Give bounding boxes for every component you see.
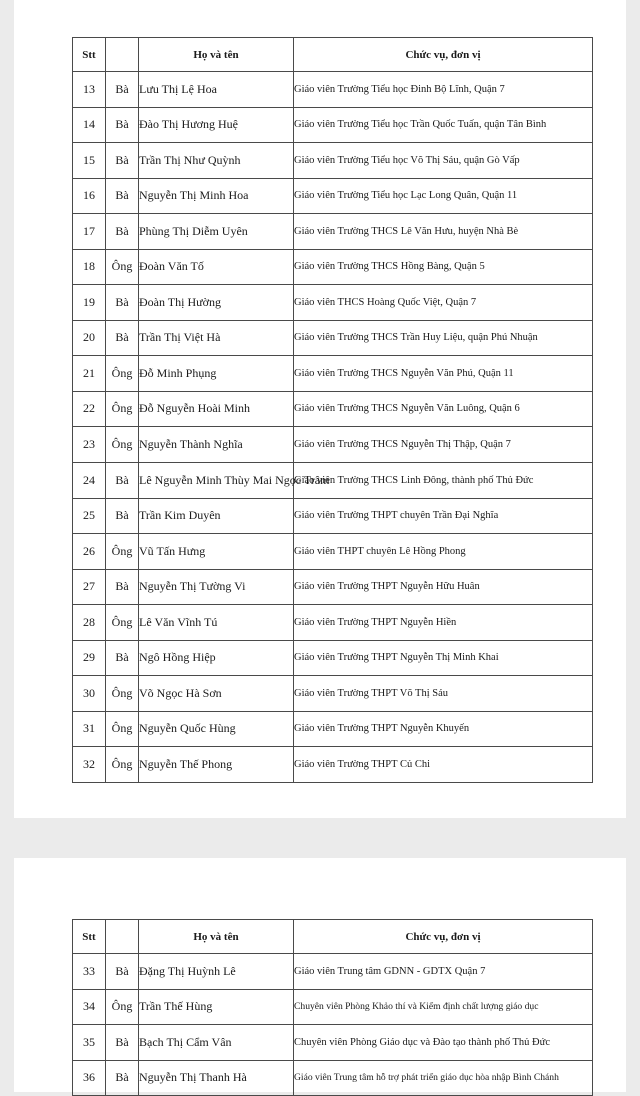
row-name: Trần Kim Duyên <box>139 498 294 534</box>
row-position: Giáo viên Trường THPT Củ Chi <box>294 747 593 783</box>
row-stt: 24 <box>73 462 106 498</box>
table-row <box>73 569 593 605</box>
document-page-2 <box>14 858 626 1092</box>
row-stt: 19 <box>73 285 106 321</box>
row-title: Ông <box>106 605 139 641</box>
row-position: Giáo viên Trường THCS Nguyễn Văn Phú, Quận 11 <box>294 356 593 392</box>
row-position: Giáo viên Trường THPT Nguyễn Khuyến <box>294 711 593 747</box>
row-name: Bạch Thị Cẩm Vân <box>139 1025 294 1061</box>
row-stt: 21 <box>73 356 106 392</box>
row-stt: 17 <box>73 214 106 250</box>
row-position: Giáo viên Trường THPT Nguyễn Hiền <box>294 605 593 641</box>
header-title-blank <box>106 38 139 72</box>
table-row <box>73 640 593 676</box>
row-stt: 36 <box>73 1060 106 1096</box>
table-row <box>73 320 593 356</box>
row-title: Ông <box>106 391 139 427</box>
table-row <box>73 1025 593 1061</box>
table-row <box>73 143 593 179</box>
row-title: Ông <box>106 989 139 1025</box>
row-stt: 27 <box>73 569 106 605</box>
row-title: Bà <box>106 498 139 534</box>
row-name: Lê Văn Vĩnh Tú <box>139 605 294 641</box>
row-stt: 18 <box>73 249 106 285</box>
row-name: Vũ Tấn Hưng <box>139 534 294 570</box>
row-position: Giáo viên Trường THCS Linh Đông, thành phố Thủ Đức <box>294 462 593 498</box>
row-position: Giáo viên THCS Hoàng Quốc Việt, Quận 7 <box>294 285 593 321</box>
row-title: Bà <box>106 954 139 990</box>
row-position: Chuyên viên Phòng Giáo dục và Đào tạo thành phố Thủ Đức <box>294 1025 593 1061</box>
table-row <box>73 214 593 250</box>
row-title: Ông <box>106 427 139 463</box>
table-row <box>73 676 593 712</box>
row-name: Nguyễn Thị Minh Hoa <box>139 178 294 214</box>
row-position: Giáo viên Trường Tiểu học Võ Thị Sáu, quận Gò Vấp <box>294 143 593 179</box>
header-stt: Stt <box>73 38 106 72</box>
row-title: Bà <box>106 1060 139 1096</box>
row-stt: 13 <box>73 72 106 108</box>
row-title: Bà <box>106 72 139 108</box>
header-stt: Stt <box>73 920 106 954</box>
table-row <box>73 747 593 783</box>
row-stt: 29 <box>73 640 106 676</box>
row-name: Đỗ Minh Phụng <box>139 356 294 392</box>
row-title: Bà <box>106 178 139 214</box>
row-stt: 33 <box>73 954 106 990</box>
row-title: Bà <box>106 107 139 143</box>
roster-table-page-2 <box>72 919 593 1096</box>
row-stt: 20 <box>73 320 106 356</box>
row-title: Bà <box>106 569 139 605</box>
table-row <box>73 954 593 990</box>
row-name: Đỗ Nguyễn Hoài Minh <box>139 391 294 427</box>
table-row <box>73 285 593 321</box>
row-stt: 15 <box>73 143 106 179</box>
row-title: Bà <box>106 214 139 250</box>
row-position: Giáo viên Trung tâm hỗ trợ phát triển giáo dục hòa nhập Bình Chánh <box>294 1060 593 1096</box>
table-row <box>73 427 593 463</box>
row-title: Ông <box>106 747 139 783</box>
row-position: Giáo viên Trung tâm GDNN - GDTX Quận 7 <box>294 954 593 990</box>
row-title: Ông <box>106 356 139 392</box>
row-name: Phùng Thị Diễm Uyên <box>139 214 294 250</box>
row-name: Đoàn Thị Hường <box>139 285 294 321</box>
table-row <box>73 178 593 214</box>
row-name: Đào Thị Hương Huệ <box>139 107 294 143</box>
row-position: Giáo viên Trường Tiểu học Trần Quốc Tuấn, quận Tân Bình <box>294 107 593 143</box>
row-name: Lưu Thị Lệ Hoa <box>139 72 294 108</box>
table-row <box>73 356 593 392</box>
row-name: Nguyễn Quốc Hùng <box>139 711 294 747</box>
row-stt: 34 <box>73 989 106 1025</box>
table-header-row <box>73 38 593 72</box>
row-position: Giáo viên Trường THCS Nguyễn Thị Thập, Quận 7 <box>294 427 593 463</box>
row-stt: 30 <box>73 676 106 712</box>
header-position: Chức vụ, đơn vị <box>294 38 593 72</box>
table-row <box>73 605 593 641</box>
header-position: Chức vụ, đơn vị <box>294 920 593 954</box>
table-body-page-2 <box>73 954 593 1096</box>
table-row <box>73 711 593 747</box>
table-row <box>73 72 593 108</box>
row-position: Giáo viên Trường Tiểu học Đinh Bộ Lĩnh, Quận 7 <box>294 72 593 108</box>
table-row <box>73 249 593 285</box>
row-title: Ông <box>106 676 139 712</box>
row-name: Nguyễn Thế Phong <box>139 747 294 783</box>
row-title: Bà <box>106 320 139 356</box>
row-title: Bà <box>106 143 139 179</box>
row-stt: 28 <box>73 605 106 641</box>
row-title: Ông <box>106 249 139 285</box>
row-title: Bà <box>106 640 139 676</box>
row-stt: 31 <box>73 711 106 747</box>
row-position: Giáo viên Trường THCS Trần Huy Liệu, quận Phú Nhuận <box>294 320 593 356</box>
row-name: Đặng Thị Huỳnh Lê <box>139 954 294 990</box>
row-stt: 25 <box>73 498 106 534</box>
row-stt: 23 <box>73 427 106 463</box>
table-body-page-1 <box>73 72 593 783</box>
row-position: Giáo viên Trường THPT Nguyễn Thị Minh Khai <box>294 640 593 676</box>
row-name: Võ Ngọc Hà Sơn <box>139 676 294 712</box>
row-name: Lê Nguyễn Minh Thùy Mai Ngọc Trâm <box>139 462 294 498</box>
row-position: Giáo viên Trường THPT Võ Thị Sáu <box>294 676 593 712</box>
table-row <box>73 391 593 427</box>
row-position: Giáo viên Trường Tiểu học Lạc Long Quân, Quận 11 <box>294 178 593 214</box>
row-name: Nguyễn Thị Thanh Hà <box>139 1060 294 1096</box>
row-name: Nguyễn Thị Tường Vi <box>139 569 294 605</box>
row-stt: 26 <box>73 534 106 570</box>
row-title: Bà <box>106 285 139 321</box>
row-position: Giáo viên Trường THCS Lê Văn Hưu, huyện Nhà Bè <box>294 214 593 250</box>
row-title: Bà <box>106 462 139 498</box>
row-name: Nguyễn Thành Nghĩa <box>139 427 294 463</box>
row-name: Trần Thị Việt Hà <box>139 320 294 356</box>
table-row <box>73 107 593 143</box>
table-row <box>73 462 593 498</box>
row-name: Trần Thị Như Quỳnh <box>139 143 294 179</box>
row-name: Ngô Hồng Hiệp <box>139 640 294 676</box>
row-stt: 32 <box>73 747 106 783</box>
header-name: Họ và tên <box>139 38 294 72</box>
row-name: Trần Thế Hùng <box>139 989 294 1025</box>
table-row <box>73 498 593 534</box>
roster-table-page-1 <box>72 37 593 783</box>
row-title: Bà <box>106 1025 139 1061</box>
row-position: Giáo viên Trường THCS Hồng Bàng, Quận 5 <box>294 249 593 285</box>
document-page-1 <box>14 0 626 818</box>
header-name: Họ và tên <box>139 920 294 954</box>
row-stt: 14 <box>73 107 106 143</box>
row-position: Giáo viên Trường THCS Nguyễn Văn Luông, Quận 6 <box>294 391 593 427</box>
row-title: Ông <box>106 711 139 747</box>
row-position: Giáo viên THPT chuyên Lê Hồng Phong <box>294 534 593 570</box>
table-header-row <box>73 920 593 954</box>
row-position: Giáo viên Trường THPT Nguyễn Hữu Huân <box>294 569 593 605</box>
row-stt: 22 <box>73 391 106 427</box>
row-name: Đoàn Văn Tố <box>139 249 294 285</box>
row-title: Ông <box>106 534 139 570</box>
row-stt: 16 <box>73 178 106 214</box>
header-title-blank <box>106 920 139 954</box>
row-position: Chuyên viên Phòng Khảo thí và Kiểm định chất lượng giáo dục <box>294 989 593 1025</box>
row-stt: 35 <box>73 1025 106 1061</box>
table-row <box>73 1060 593 1096</box>
table-row <box>73 989 593 1025</box>
table-row <box>73 534 593 570</box>
row-position: Giáo viên Trường THPT chuyên Trần Đại Nghĩa <box>294 498 593 534</box>
